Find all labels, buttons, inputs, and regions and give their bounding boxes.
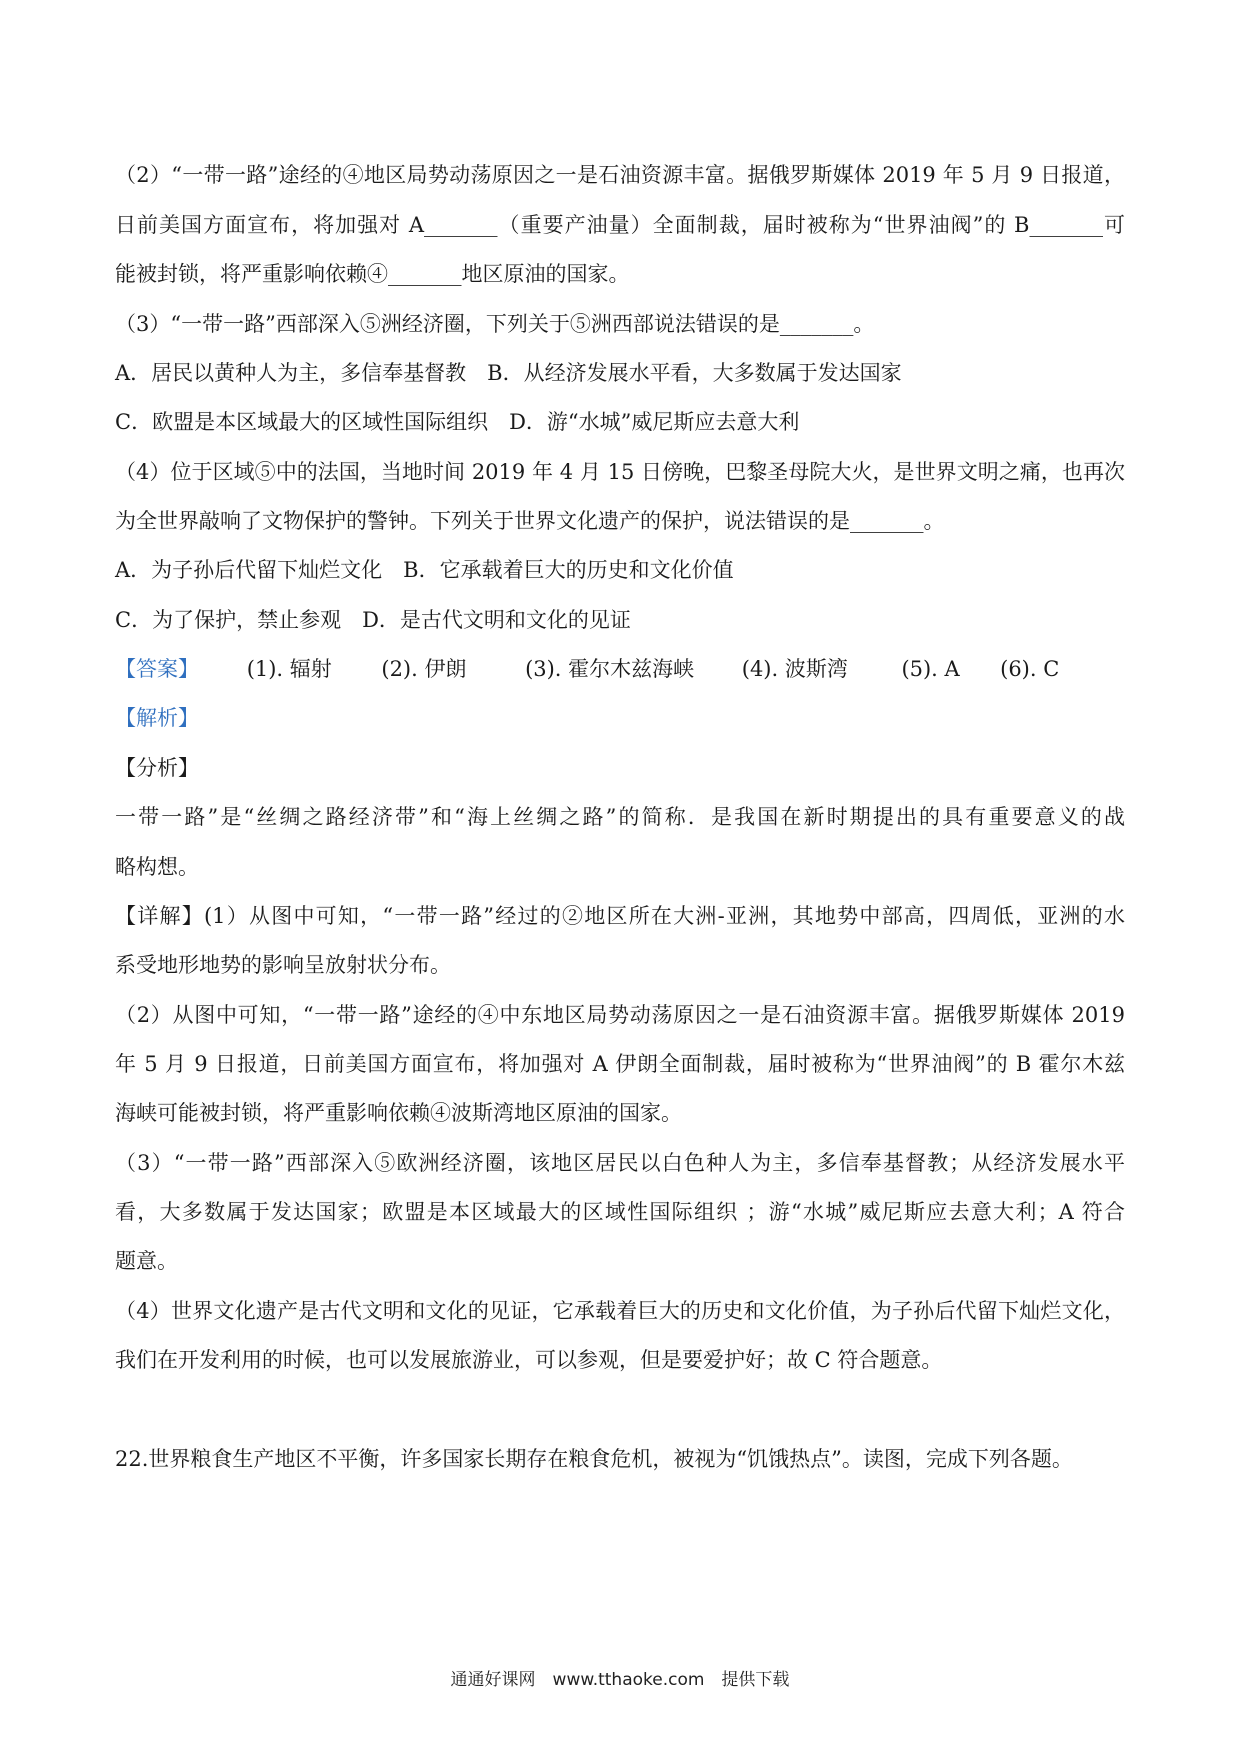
fenxi-line1: 一带一路”是“丝绸之路经济带”和“海上丝绸之路”的简称．是我国在新时期提出的具有重要意义的战: [115, 805, 1125, 829]
q-part3-option-cd: C．欧盟是本区域最大的区域性国际组织 D．游“水城”威尼斯应去意大利: [115, 410, 800, 434]
q-part4-option-cd: C．为了保护，禁止参观 D．是古代文明和文化的见证: [115, 608, 631, 632]
analysis-label: 【解析】: [115, 706, 199, 730]
q-part2-line1: （2）“一带一路”途经的④地区局势动荡原因之一是石油资源丰富。据俄罗斯媒体 2019 年 5 月 9 日报道，: [115, 163, 1125, 187]
question-22: 22.世界粮食生产地区不平衡，许多国家长期存在粮食危机，被视为“饥饿热点”。读图，完成下列各题。: [115, 1447, 1073, 1471]
q-part2-line3: 能被封锁，将严重影响依赖④_______地区原油的国家。: [115, 262, 630, 286]
answer-item: (5). A: [901, 657, 960, 681]
fenxi-label: 【分析】: [115, 756, 199, 780]
detail-line: 【详解】(1）从图中可知，“一带一路”经过的②地区所在大洲-亚洲，其地势中部高，四周低，亚洲的水: [115, 904, 1125, 928]
detail-line: 我们在开发利用的时候，也可以发展旅游业，可以参观，但是要爱护好；故 C 符合题意。: [115, 1348, 943, 1372]
answer-item: (6). C: [1000, 657, 1060, 681]
detail-line: （3）“一带一路”西部深入⑤欧洲经济圈，该地区居民以白色种人为主，多信奉基督教；从经济发展水平: [115, 1151, 1125, 1175]
detail-line: 系受地形地势的影响呈放射状分布。: [115, 953, 451, 977]
q-part4-line2: 为全世界敲响了文物保护的警钟。下列关于世界文化遗产的保护，说法错误的是_______。: [115, 509, 945, 533]
q-part4-line1: （4）位于区域⑤中的法国，当地时间 2019 年 4 月 15 日傍晚，巴黎圣母院大火，是世界文明之痛，也再次: [115, 460, 1125, 484]
detail-line: （4）世界文化遗产是古代文明和文化的见证，它承载着巨大的历史和文化价值，为子孙后代留下灿烂文化，: [115, 1299, 1125, 1323]
q-part4-option-ab: A．为子孙后代留下灿烂文化 B．它承载着巨大的历史和文化价值: [115, 558, 734, 582]
answer-item: (3). 霍尔木兹海峡: [525, 657, 695, 681]
detail-line: 题意。: [115, 1249, 178, 1273]
q-part3-option-ab: A．居民以黄种人为主，多信奉基督教 B．从经济发展水平看，大多数属于发达国家: [115, 361, 902, 385]
answer-item: (2). 伊朗: [381, 657, 467, 681]
footer-source: 通通好课网 www.tthaoke.com 提供下载: [450, 1670, 790, 1690]
answer-item: (1). 辐射: [246, 657, 332, 681]
fenxi-line2: 略构想。: [115, 855, 199, 879]
q-part3-stem: （3）“一带一路”西部深入⑤洲经济圈，下列关于⑤洲西部说法错误的是_______。: [115, 312, 875, 336]
q-part2-line2: 日前美国方面宣布，将加强对 A_______（重要产油量）全面制裁，届时被称为“世界油阀”的 B_______可: [115, 213, 1125, 237]
answer-label: 【答案】: [115, 657, 199, 681]
detail-line: （2）从图中可知，“一带一路”途经的④中东地区局势动荡原因之一是石油资源丰富。据俄罗斯媒体 2019: [115, 1003, 1125, 1027]
detail-line: 年 5 月 9 日报道，日前美国方面宣布，将加强对 A 伊朗全面制裁，届时被称为“世界油阀”的 B 霍尔木兹: [115, 1052, 1125, 1076]
answer-item: (4). 波斯湾: [741, 657, 848, 681]
answer-line: [115, 654, 1125, 684]
detail-line: 看，大多数属于发达国家；欧盟是本区域最大的区域性国际组织 ；游“水城”威尼斯应去意大利；A 符合: [115, 1200, 1125, 1224]
detail-line: 海峡可能被封锁，将严重影响依赖④波斯湾地区原油的国家。: [115, 1101, 682, 1125]
